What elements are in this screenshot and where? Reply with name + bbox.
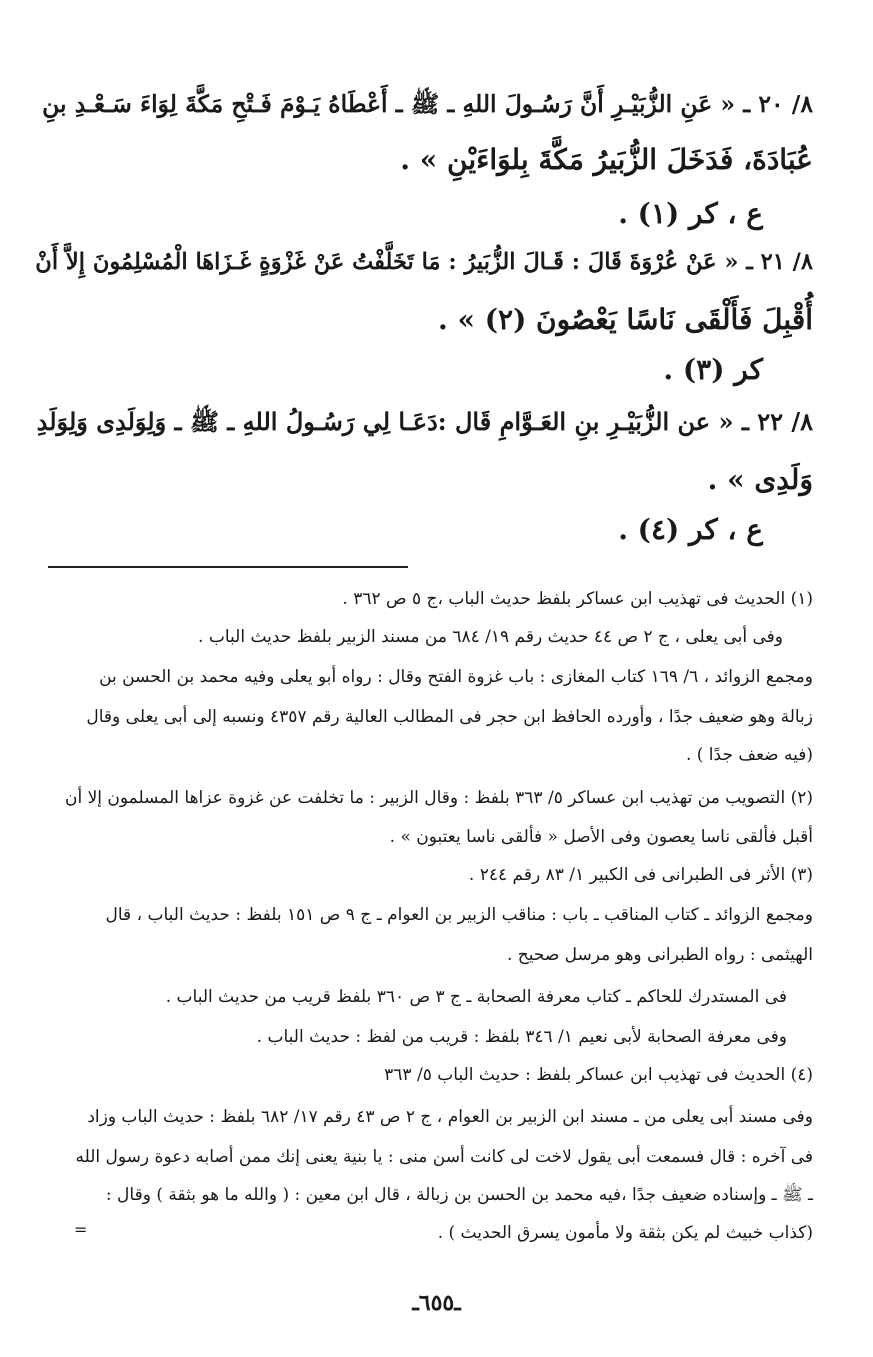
footnote-1-line-4: زبالة وهو ضعيف جدًا ، وأورده الحافظ ابن حجر فى المطالب العالية رقم ٤٣٥٧ ونسبه إلى أبى يعلى وقال bbox=[86, 707, 813, 727]
hadith-20-line-1: ٨/ ٢٠ ـ « عَنِ الزُّبَيْـرِ أَنَّ رَسُـولَ اللهِ ـ ﷺ ـ أَعْطَاهُ يَـوْمَ فَـتْحِ مَكَّةَ لِوَاءَ سَـعْـدِ بنِ bbox=[42, 90, 813, 118]
page-number: ـ٦٥٥ـ bbox=[412, 1290, 461, 1316]
footnote-3-line-4: فى المستدرك للحاكم ـ كتاب معرفة الصحابة ـ ج ٣ ص ٣٦٠ بلفظ قريب من حديث الباب . bbox=[165, 987, 787, 1007]
footnote-1-line-1: (١) الحديث فى تهذيب ابن عساكر بلفظ حديث الباب ،ج ٥ ص ٣٦٢ . bbox=[342, 589, 813, 609]
footnote-4-line-3: فى آخره : قال فسمعت أبى يقول لاخت لى كانت أسن منى : يا بنية يعنى إنك ممن أصابه دعوة رسول الله bbox=[75, 1147, 813, 1167]
footnote-4-line-4: ـ ﷺ ـ وإسناده ضعيف جدًا ،فيه محمد بن الحسن بن زبالة ، قال ابن معين : ( والله ما هو بثقة ) وقال : bbox=[105, 1185, 813, 1205]
hadith-21-source: كر (٣) . bbox=[663, 353, 763, 386]
footnote-3-line-1: (٣) الأثر فى الطبرانى فى الكبير ١/ ٨٣ رقم ٢٤٤ . bbox=[468, 865, 813, 885]
hadith-21-line-2: أُقْبِلَ فَأَلْقَى نَاسًا يَعْصُونَ (٢) » . bbox=[438, 303, 813, 336]
footnote-3-line-3: الهيثمى : رواه الطبرانى وهو مرسل صحيح . bbox=[506, 945, 813, 965]
footnote-3-line-5: وفى معرفة الصحابة لأبى نعيم ١/ ٣٤٦ بلفظ : قريب من لفظ : حديث الباب . bbox=[256, 1027, 787, 1047]
footnote-4-line-5: (كذاب خبيث لم يكن بثقة ولا مأمون يسرق الحديث ) . bbox=[437, 1223, 813, 1243]
hadith-22-line-1: ٨/ ٢٢ ـ « عن الزُّبَيْـرِ بنِ العَـوَّامِ قَال :دَعَـا لِي رَسُـولُ اللهِ ـ ﷺ ـ وَلِوَلَدِى وَلِوَلَدِ bbox=[36, 407, 813, 436]
footnote-2-line-2: أقبل فألقى ناسا يعصون وفى الأصل « فألقى ناسا يعتبون » . bbox=[389, 827, 813, 847]
hadith-22-source: ع ، كر (٤) . bbox=[618, 513, 763, 546]
hadith-22-line-2: وَلَدِى » . bbox=[707, 463, 813, 496]
footnote-2-line-1: (٢) التصويب من تهذيب ابن عساكر ٥/ ٣٦٣ بلفظ : وقال الزبير : ما تخلفت عن غزوة عزاها المسلمون إلا أن bbox=[64, 788, 813, 808]
hadith-21-line-1: ٨/ ٢١ ـ « عَنْ عُرْوَةَ قَالَ : قَـالَ الزُّبَيرُ : مَا تَخَلَّفْتُ عَنْ غَزْوَةٍ غَـزَاهَا الْمُسْلِمُونَ إِلاَّ أَنْ bbox=[35, 249, 813, 275]
footnote-1-line-2: وفى أبى يعلى ، ج ٢ ص ٤٤ حديث رقم ١٩/ ٦٨٤ من مسند الزبير بلفظ حديث الباب . bbox=[198, 627, 783, 647]
footnote-1-line-5: (فيه ضعف جدًا ) . bbox=[685, 745, 813, 765]
footnote-1-line-3: ومجمع الزوائد ، ٦/ ١٦٩ كتاب المغازى : باب غزوة الفتح وقال : رواه أبو يعلى وفيه محمد بن الحسن بن bbox=[99, 667, 813, 687]
continuation-mark: = bbox=[74, 1220, 88, 1239]
hadith-20-source: ع ، كر (١) . bbox=[618, 197, 763, 230]
footnote-separator bbox=[48, 566, 408, 568]
hadith-20-line-2: عُبَادَةَ، فَدَخَلَ الزُّبَيرُ مَكَّةَ بِلوَاءَيْنِ » . bbox=[400, 143, 813, 176]
footnote-4-line-1: (٤) الحديث فى تهذيب ابن عساكر بلفظ : حديث الباب ٥/ ٣٦٣ bbox=[384, 1065, 813, 1085]
footnote-3-line-2: ومجمع الزوائد ـ كتاب المناقب ـ باب : مناقب الزبير بن العوام ـ ج ٩ ص ١٥١ بلفظ : حديث الباب ، قال bbox=[105, 905, 813, 925]
footnote-4-line-2: وفى مسند أبى يعلى من ـ مسند ابن الزبير بن العوام ، ج ٢ ص ٤٣ رقم ١٧/ ٦٨٢ بلفظ : حديث الباب وزاد bbox=[87, 1107, 813, 1127]
